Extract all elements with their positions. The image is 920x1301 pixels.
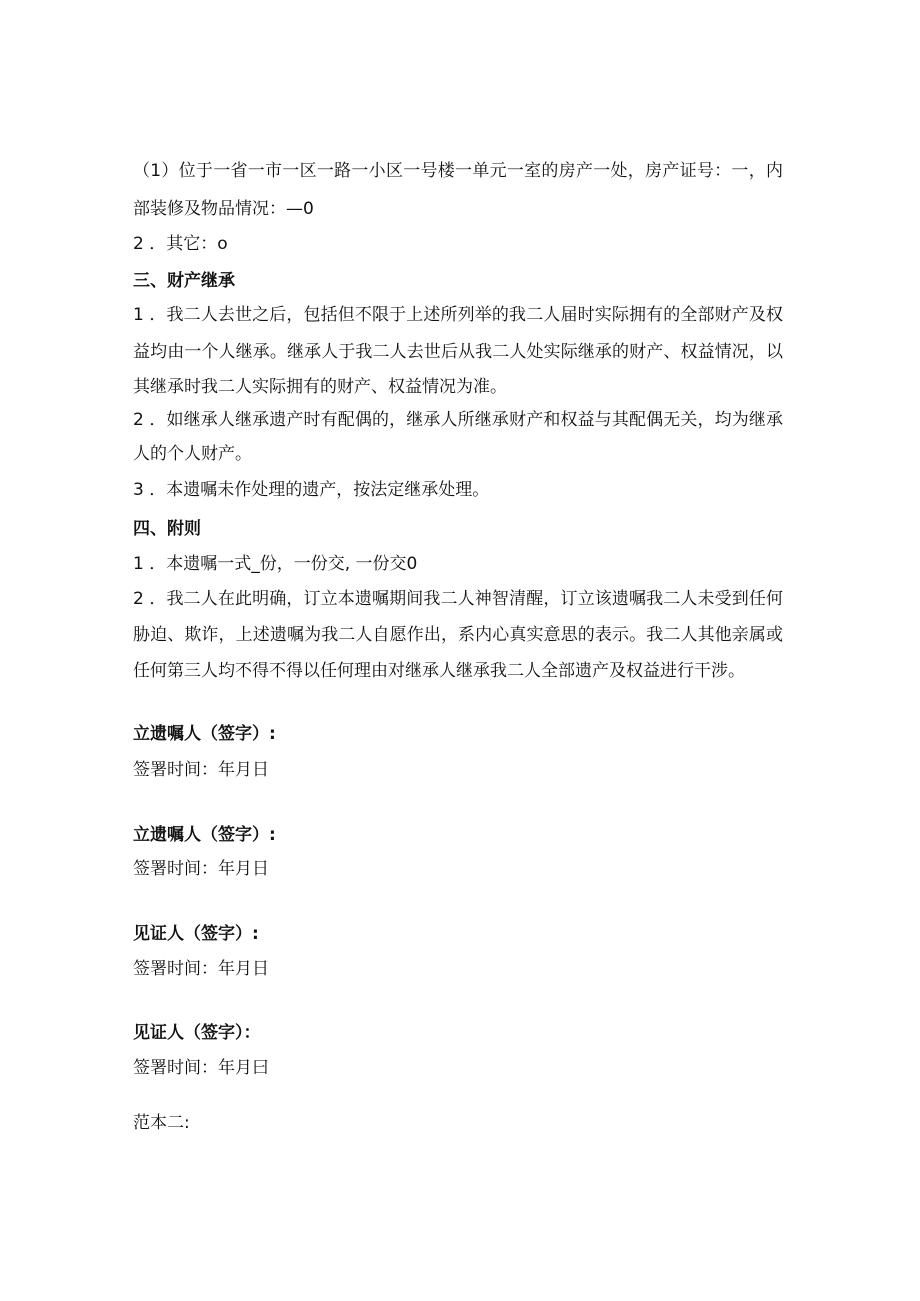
signing-date-2: 签署时间：年月日 — [133, 859, 269, 879]
inheritance-clause-1-line-2: 益均由一个人继承。继承人于我二人去世后从我二人处实际继承的财产、权益情况，以 — [133, 342, 783, 362]
testator-signature-label-2: 立遗嘱人（签字）: — [133, 825, 276, 845]
testator-signature-label-1: 立遗嘱人（签字）: — [133, 724, 276, 744]
section-heading-inheritance: 三、财产继承 — [133, 271, 235, 291]
supplementary-clause-1: 1 ．本遗嘱一式_份，一份交, 一份交0 — [133, 554, 418, 574]
inheritance-clause-3: 3 ．本遗嘱未作处理的遗产，按法定继承处理。 — [133, 480, 490, 500]
inheritance-clause-2-line-2: 人的个人财产。 — [133, 444, 252, 464]
inheritance-clause-1-line-1: 1 ．我二人去世之后，包括但不限于上述所列举的我二人届时实际拥有的全部财产及权 — [133, 305, 783, 325]
signing-date-4: 签署时间：年月曰 — [133, 1058, 269, 1078]
inheritance-clause-1-line-3: 其继承时我二人实际拥有的财产、权益情况为准。 — [133, 377, 507, 397]
signing-date-3: 签署时间：年月日 — [133, 959, 269, 979]
witness-signature-label-2: 见证人（签字）： — [133, 1023, 261, 1043]
supplementary-clause-2-line-3: 任何第三人均不得不得以任何理由对继承人继承我二人全部遗产及权益进行干涉。 — [133, 661, 745, 681]
template-two-label: 范本二: — [133, 1113, 190, 1133]
other-property-line: 2 ．其它：o — [133, 234, 228, 254]
inheritance-clause-2-line-1: 2 ．如继承人继承遗产时有配偶的，继承人所继承财产和权益与其配偶无关，均为继承 — [133, 410, 783, 430]
supplementary-clause-2-line-1: 2 ．我二人在此明确，订立本遗嘱期间我二人神智清醒，订立该遗嘱我二人未受到任何 — [133, 589, 783, 609]
witness-signature-label-1: 见证人（签字）: — [133, 924, 259, 944]
signing-date-1: 签署时间：年月日 — [133, 760, 269, 780]
section-heading-supplementary: 四、附则 — [133, 519, 201, 539]
property-item-1-line-2: 部装修及物品情况：—0 — [133, 199, 314, 219]
property-item-1-line-1: （1）位于一省一市一区一路一小区一号楼一单元一室的房产一处，房产证号：一，内 — [133, 161, 783, 181]
supplementary-clause-2-line-2: 胁迫、欺诈，上述遗嘱为我二人自愿作出，系内心真实意思的表示。我二人其他亲属或 — [133, 625, 783, 645]
